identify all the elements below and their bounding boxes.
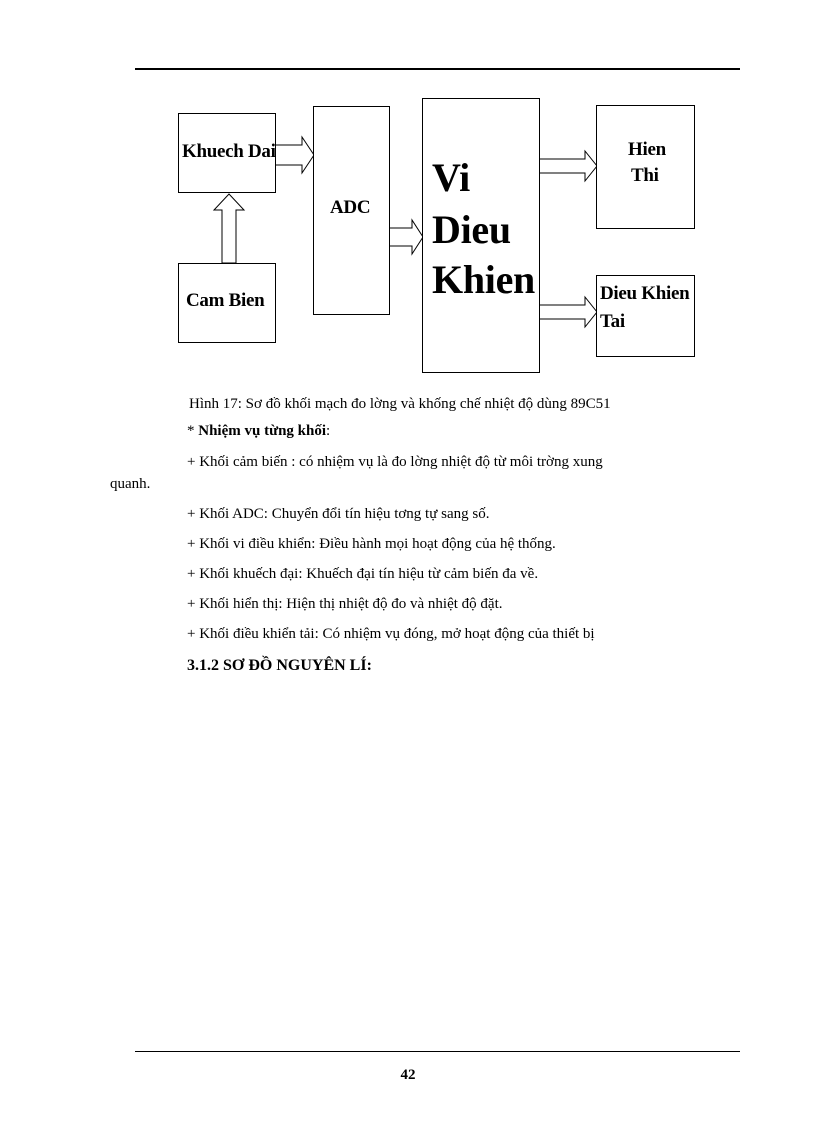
- adc-block: [313, 106, 390, 315]
- vi-label: Vi: [432, 155, 470, 200]
- dieu-khien-tai-block: [596, 275, 695, 357]
- arrow-mcu-to-load: [539, 297, 597, 327]
- list-item-display: + Khối hiển thị: Hiện thị nhiệt độ đo và nhiệt độ đặt.: [187, 596, 503, 612]
- footer-rule: [135, 1051, 740, 1052]
- list-item-sensor: + Khối cảm biến : có nhiệm vụ là đo lờng nhiệt độ từ môi trờng xung: [187, 454, 603, 470]
- section-title-prefix: *: [187, 423, 199, 439]
- page-number: 42: [400, 1067, 416, 1083]
- arrow-adc-to-mcu: [389, 220, 423, 254]
- khien-label: Khien: [432, 257, 535, 302]
- figure-caption: Hình 17: Sơ đồ khối mạch đo lờng và khống chế nhiệt độ dùng 89C51: [189, 396, 611, 412]
- adc-label: ADC: [330, 197, 371, 218]
- block-diagram: [0, 0, 816, 380]
- cam-bien-block: [178, 263, 276, 343]
- dieu-label: Dieu: [432, 207, 511, 252]
- dieu-khien-label: Dieu Khien: [600, 283, 690, 304]
- list-item-amplifier: + Khối khuếch đại: Khuếch đại tín hiệu từ cảm biến đa về.: [187, 566, 539, 582]
- vi-dieu-khien-block: [422, 98, 540, 373]
- section-title: [187, 421, 330, 441]
- section-title-suffix: :: [326, 423, 331, 439]
- arrow-mcu-to-display: [539, 151, 597, 181]
- thi-label: Thi: [631, 165, 659, 186]
- tai-label: Tai: [600, 311, 625, 332]
- list-item-sensor-cont: quanh.: [110, 476, 151, 492]
- subheading: 3.1.2 SƠ ĐỒ NGUYÊN LÍ:: [187, 657, 372, 674]
- arrow-sensor-to-amp: [214, 194, 244, 263]
- cam-bien-label: Cam Bien: [186, 290, 265, 311]
- list-item-load-control: + Khối điều khiển tải: Có nhiệm vụ đóng, mở hoạt động của thiết bị: [187, 626, 595, 642]
- list-item-adc: + Khối ADC: Chuyển đổi tín hiệu tơng tự sang số.: [187, 506, 490, 522]
- section-title-text: Nhiệm vụ từng khối: [198, 423, 327, 439]
- khuech-dai-label: Khuech Dai: [182, 141, 276, 162]
- hien-thi-block: [596, 105, 695, 229]
- list-item-mcu: + Khối vi điều khiển: Điều hành mọi hoạt động của hệ thống.: [187, 536, 556, 552]
- arrow-amp-to-adc: [275, 137, 314, 173]
- khuech-dai-block: [178, 113, 276, 193]
- hien-label: Hien: [628, 139, 666, 160]
